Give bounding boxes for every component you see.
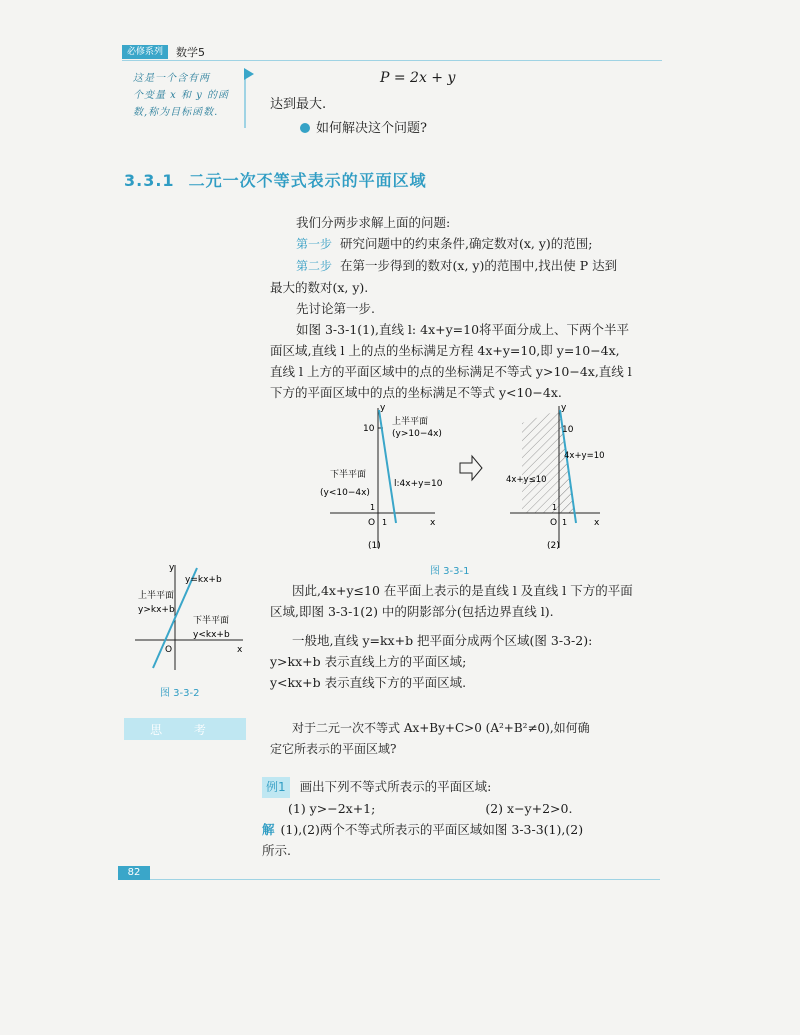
lower-half-inequality: y<kx+b <box>193 630 230 640</box>
footer-rule <box>150 879 660 880</box>
upper-half-inequality: (y>10−4x) <box>392 429 442 439</box>
body-text <box>270 580 670 693</box>
series-badge: 必修系列 <box>122 45 168 59</box>
paragraph: 下方的平面区域中的点的坐标满足不等式 y<10−4x. <box>270 385 562 400</box>
lower-half-title: 下半平面 <box>193 616 230 626</box>
line-label: l:4x+y=10 <box>394 479 443 489</box>
y-axis-label: y <box>561 403 567 413</box>
flag-icon <box>244 68 254 80</box>
figure-caption: 图 3-3-2 <box>160 688 200 699</box>
section-number: 3.3.1 <box>124 171 175 190</box>
objective-formula: P = 2x + y <box>380 70 456 86</box>
line-label: y=kx+b <box>185 575 222 585</box>
x-axis-label: x <box>430 518 436 528</box>
upper-half-inequality: y>kx+b <box>138 605 175 615</box>
paragraph: y<kx+b 表示直线下方的平面区域. <box>270 675 467 690</box>
section-heading <box>124 168 427 191</box>
example-item: (2) x−y+2>0. <box>485 801 573 816</box>
step-label: 第二步 <box>296 259 333 273</box>
origin-label: O <box>550 518 558 528</box>
solution-line <box>262 819 662 840</box>
tick-label: 1 <box>370 503 376 512</box>
example-title-line <box>262 776 662 798</box>
think-badge <box>124 718 246 740</box>
margin-note-line: 这是一个含有两 <box>133 73 210 84</box>
paragraph: 我们分两步求解上面的问题: <box>296 215 451 230</box>
paragraph: 先讨论第一步. <box>296 301 375 316</box>
figure-3-3-1 <box>310 398 630 558</box>
subfigure-label: (2) <box>547 541 560 551</box>
paragraph: 面区域,直线 l 上的点的坐标满足方程 4x+y=10,即 y=10−4x, <box>270 343 620 358</box>
figure-left <box>320 403 443 551</box>
y-axis-label: y <box>169 563 175 573</box>
think-label: 思 考 <box>150 722 220 737</box>
paragraph: 因此,4x+y≤10 在平面上表示的是直线 l 及直线 l 下方的平面 <box>292 583 633 598</box>
page-header <box>122 45 205 59</box>
margin-note <box>133 70 243 121</box>
book-title: 数学5 <box>176 46 206 59</box>
solution-label: 解 <box>262 822 275 837</box>
paragraph: y>kx+b 表示直线上方的平面区域; <box>270 654 467 669</box>
figure-right <box>506 403 605 551</box>
bullet-dot-icon <box>300 123 310 133</box>
header-rule <box>122 60 662 61</box>
example-title: 画出下列不等式所表示的平面区域: <box>299 779 492 794</box>
tick-label: 1 <box>382 518 388 527</box>
region-label: 4x+y≤10 <box>506 475 547 485</box>
paragraph: 一般地,直线 y=kx+b 把平面分成两个区域(图 3-3-2): <box>292 633 593 648</box>
y-axis-label: y <box>380 403 386 413</box>
paragraph: 如图 3-3-1(1),直线 l: 4x+y=10将平面分成上、下两个半平 <box>296 322 630 337</box>
solution-text: (1),(2)两个不等式所表示的平面区域如图 3-3-3(1),(2) <box>280 822 584 837</box>
paragraph: 对于二元一次不等式 Ax+By+C>0 (A²+B²≠0),如何确 <box>292 721 590 735</box>
paragraph: 最大的数对(x, y). <box>270 280 369 295</box>
page-number: 82 <box>118 866 150 880</box>
margin-note-line: 数,称为目标函数. <box>133 107 219 118</box>
arrow-right-icon <box>460 456 482 480</box>
origin-label: O <box>368 518 376 528</box>
x-axis-label: x <box>594 518 600 528</box>
subfigure-label: (1) <box>368 541 381 551</box>
x-axis-label: x <box>237 645 243 655</box>
question-text: 如何解决这个问题? <box>316 121 427 136</box>
line-label: 4x+y=10 <box>564 451 605 461</box>
example-badge: 例1 <box>262 777 290 798</box>
example-items <box>262 798 662 819</box>
solution-line: 所示. <box>262 843 291 858</box>
section-title: 二元一次不等式表示的平面区域 <box>188 171 427 190</box>
lower-half-title: 下半平面 <box>330 470 367 480</box>
figure-3-3-2 <box>125 560 250 675</box>
tick-label: 1 <box>552 503 558 512</box>
upper-half-title: 上半平面 <box>138 591 175 601</box>
step-label: 第一步 <box>296 237 333 251</box>
tick-label: 10 <box>363 424 375 434</box>
tick-label: 10 <box>562 425 574 435</box>
paragraph: 直线 l 上方的平面区域中的点的坐标满足不等式 y>10−4x,直线 l <box>270 364 632 379</box>
step-text: 研究问题中的约束条件,确定数对(x, y)的范围; <box>340 236 593 251</box>
step-1 <box>270 233 670 255</box>
step-text: 在第一步得到的数对(x, y)的范围中,找出使 P 达到 <box>340 258 618 273</box>
upper-half-title: 上半平面 <box>392 417 429 427</box>
lower-half-inequality: (y<10−4x) <box>320 488 370 498</box>
margin-note-line: 个变量 x 和 y 的函 <box>133 90 230 101</box>
body-text <box>270 212 670 403</box>
paragraph: 定它所表示的平面区域? <box>270 742 397 756</box>
step-2 <box>270 255 670 277</box>
origin-label: O <box>165 645 173 655</box>
question-line <box>300 118 427 139</box>
tick-label: 1 <box>562 518 568 527</box>
example-item: (1) y>−2x+1; <box>288 801 376 816</box>
intro-line: 达到最大. <box>270 97 327 112</box>
think-question <box>270 718 670 760</box>
figure-caption: 图 3-3-1 <box>430 566 470 577</box>
example-block <box>262 776 662 861</box>
paragraph: 区域,即图 3-3-1(2) 中的阴影部分(包括边界直线 l). <box>270 604 554 619</box>
